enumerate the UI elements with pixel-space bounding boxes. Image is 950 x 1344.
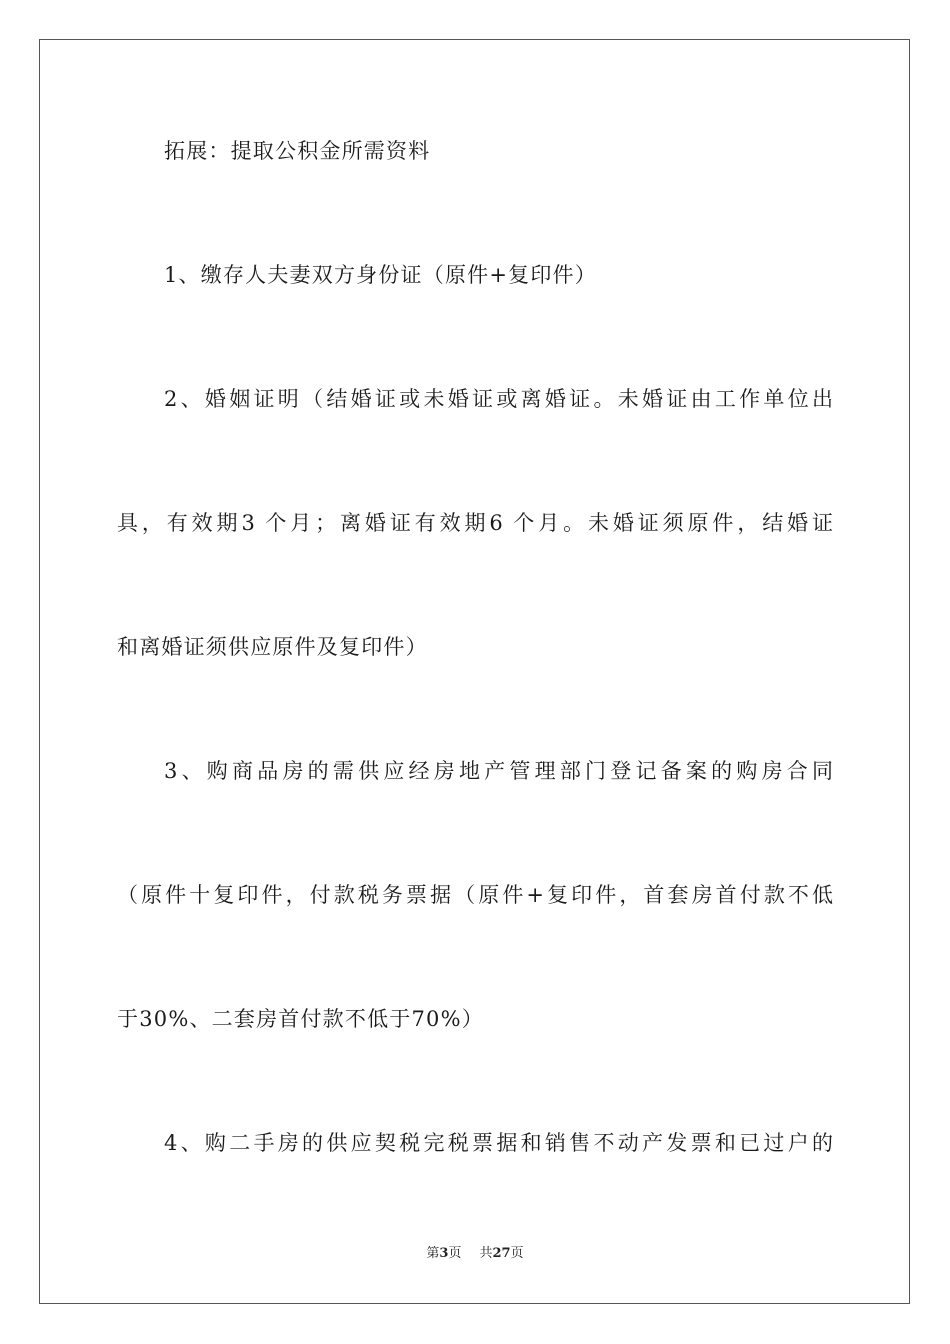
paragraph-line: 1、缴存人夫妻双方身份证（原件+复印件）: [164, 263, 597, 287]
page-border: [39, 39, 910, 1304]
paragraph-line: 具，有效期3 个月；离婚证有效期6 个月。未婚证须原件，结婚证: [117, 511, 833, 535]
footer-page-word: 页: [448, 1246, 462, 1261]
paragraph-line: （原件十复印件，付款税务票据（原件+复印件，首套房首付款不低: [117, 883, 833, 907]
footer-prefix: 第: [426, 1246, 440, 1261]
paragraph-line: 于30%、二套房首付款不低于70%）: [117, 1007, 484, 1031]
paragraph-line: 2、婚姻证明（结婚证或未婚证或离婚证。未婚证由工作单位出: [164, 387, 833, 411]
page-footer: [0, 1245, 950, 1263]
footer-total-prefix: 共: [479, 1246, 493, 1261]
paragraph-line: 4、购二手房的供应契税完税票据和销售不动产发票和已过户的: [164, 1131, 833, 1155]
heading-line: 拓展：提取公积金所需资料: [164, 139, 431, 163]
paragraph-line: 3、购商品房的需供应经房地产管理部门登记备案的购房合同: [164, 759, 833, 783]
total-pages-number: 27: [492, 1246, 511, 1261]
paragraph-line: 和离婚证须供应原件及复印件）: [117, 635, 428, 659]
footer-total-suffix: 页: [510, 1246, 524, 1261]
current-page-number: 3: [439, 1246, 449, 1261]
